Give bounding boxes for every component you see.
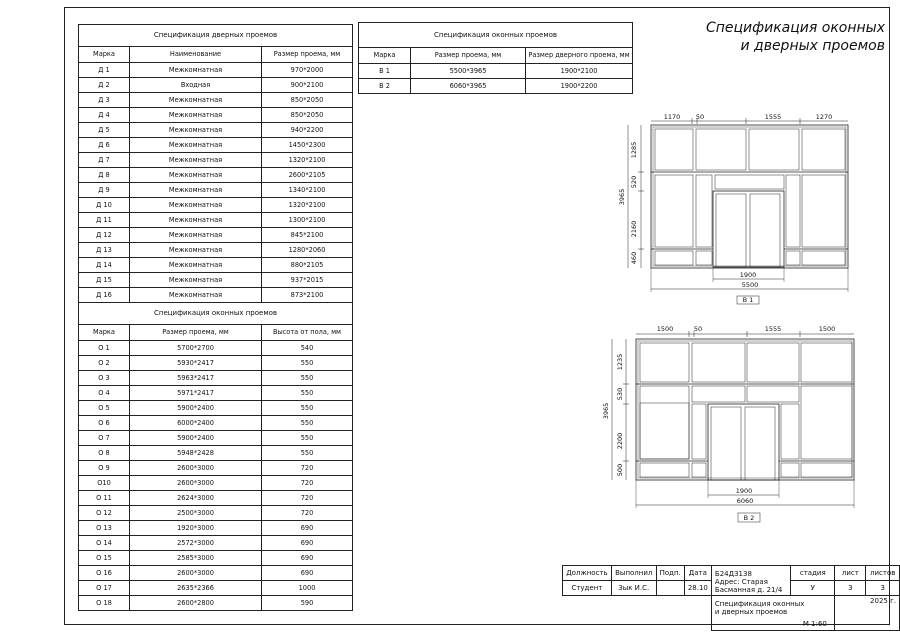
window-cell: 720 bbox=[262, 476, 353, 491]
v2-door-width: 1900 bbox=[735, 487, 753, 495]
v2-top-dim-3: 1555 bbox=[764, 325, 782, 333]
stamp-sheets: 3 bbox=[866, 581, 900, 596]
door-cell: 900*2100 bbox=[262, 78, 353, 93]
stamp-stage-label: стадия bbox=[791, 566, 835, 581]
title-block bbox=[562, 565, 900, 631]
window-cell: 2572*3000 bbox=[130, 536, 262, 551]
window-cell: О 8 bbox=[79, 446, 130, 461]
stamp-author: Зык И.С. bbox=[611, 581, 656, 596]
vitrage-header-size: Размер проема, мм bbox=[411, 48, 526, 64]
door-cell: 970*2000 bbox=[262, 63, 353, 78]
vitrage-v2-labels bbox=[602, 325, 835, 522]
door-cell: Д 13 bbox=[79, 243, 130, 258]
door-cell: Межкомнатная bbox=[130, 63, 262, 78]
window-cell: 2624*3000 bbox=[130, 491, 262, 506]
stamp-doc-title bbox=[711, 596, 834, 631]
door-cell: 1300*2100 bbox=[262, 213, 353, 228]
window-cell: 550 bbox=[262, 356, 353, 371]
door-cell: Д 2 bbox=[79, 78, 130, 93]
window-cell: О 18 bbox=[79, 596, 130, 611]
vitrage-table-caption: Спецификация оконных проемов bbox=[359, 23, 633, 48]
door-cell: Д 12 bbox=[79, 228, 130, 243]
v2-overall-width: 6060 bbox=[736, 497, 754, 505]
door-cell: 880*2105 bbox=[262, 258, 353, 273]
door-cell: Д 1 bbox=[79, 63, 130, 78]
door-cell: 1320*2100 bbox=[262, 198, 353, 213]
stamp-address-line1: Адрес: Старая bbox=[714, 577, 768, 586]
v2-label: В 2 bbox=[743, 514, 755, 522]
window-cell: 550 bbox=[262, 386, 353, 401]
v2-left-dim-4: 500 bbox=[616, 463, 624, 477]
stamp-sign-label: Подп. bbox=[656, 566, 684, 581]
window-cell: 2600*3000 bbox=[130, 461, 262, 476]
window-cell: О 11 bbox=[79, 491, 130, 506]
door-cell: Входная bbox=[130, 78, 262, 93]
door-cell: Межкомнатная bbox=[130, 123, 262, 138]
window-cell: О10 bbox=[79, 476, 130, 491]
door-cell: Межкомнатная bbox=[130, 108, 262, 123]
stamp-position: Студент bbox=[563, 581, 612, 596]
vitrage-v2-drawing bbox=[612, 331, 854, 522]
window-cell: 550 bbox=[262, 446, 353, 461]
window-cell: 590 bbox=[262, 596, 353, 611]
window-cell: 5900*2400 bbox=[130, 401, 262, 416]
window-table-caption: Спецификация оконных проемов bbox=[79, 303, 353, 325]
door-cell: 850*2050 bbox=[262, 93, 353, 108]
window-cell: 2600*3000 bbox=[130, 476, 262, 491]
window-cell: 2635*2366 bbox=[130, 581, 262, 596]
window-cell: 2600*2800 bbox=[130, 596, 262, 611]
door-cell: Межкомнатная bbox=[130, 183, 262, 198]
window-cell: 690 bbox=[262, 521, 353, 536]
vitrage-cell: В 2 bbox=[359, 79, 411, 94]
v1-label: В 1 bbox=[742, 296, 754, 304]
v1-overall-width: 5500 bbox=[741, 281, 759, 289]
window-cell: О 9 bbox=[79, 461, 130, 476]
vitrage-cell: 5500*3965 bbox=[411, 64, 526, 79]
window-cell: О 17 bbox=[79, 581, 130, 596]
door-cell: 845*2100 bbox=[262, 228, 353, 243]
door-cell: Межкомнатная bbox=[130, 288, 262, 303]
v2-overall-height: 3965 bbox=[602, 402, 610, 420]
stamp-empty-area bbox=[563, 596, 712, 631]
window-cell: О 7 bbox=[79, 431, 130, 446]
vitrage-header-door-size: Размер дверного проема, мм bbox=[526, 48, 633, 64]
stamp-code: Б24ДЗ138 bbox=[714, 569, 752, 578]
window-cell: О 16 bbox=[79, 566, 130, 581]
stamp-scale: М 1:60 bbox=[802, 620, 827, 628]
v2-left-dim-2: 530 bbox=[616, 387, 624, 401]
v2-left-dim-3: 2200 bbox=[616, 432, 624, 450]
stamp-role-position-label: Должность bbox=[563, 566, 612, 581]
v1-top-dim-3: 1555 bbox=[764, 113, 782, 121]
v1-overall-height: 3965 bbox=[618, 188, 626, 206]
window-cell: О 15 bbox=[79, 551, 130, 566]
door-cell: Межкомнатная bbox=[130, 198, 262, 213]
door-cell: Д 9 bbox=[79, 183, 130, 198]
v1-door-width: 1900 bbox=[739, 271, 757, 279]
stamp-sheet-label: лист bbox=[835, 566, 866, 581]
v1-left-dim-4: 460 bbox=[630, 251, 638, 265]
door-header-mark: Марка bbox=[79, 47, 130, 63]
v1-top-dim-4: 1270 bbox=[815, 113, 833, 121]
v1-left-dim-3: 2160 bbox=[630, 220, 638, 238]
window-cell: 5971*2417 bbox=[130, 386, 262, 401]
vitrage-cell: 6060*3965 bbox=[411, 79, 526, 94]
vitrage-cell: 1900*2100 bbox=[526, 64, 633, 79]
sheet-title-line1: Спецификация оконных bbox=[705, 20, 885, 36]
vitrage-cell: 1900*2200 bbox=[526, 79, 633, 94]
door-cell: Межкомнатная bbox=[130, 168, 262, 183]
door-cell: 1320*2100 bbox=[262, 153, 353, 168]
stamp-signature bbox=[656, 581, 684, 596]
door-cell: Межкомнатная bbox=[130, 138, 262, 153]
window-cell: 6000*2400 bbox=[130, 416, 262, 431]
window-header-cell: Высота от пола, мм bbox=[262, 325, 353, 341]
door-cell: 1280*2060 bbox=[262, 243, 353, 258]
v2-top-dim-4: 1500 bbox=[818, 325, 836, 333]
window-cell: 5930*2417 bbox=[130, 356, 262, 371]
door-cell: 1450*2300 bbox=[262, 138, 353, 153]
window-cell: 690 bbox=[262, 551, 353, 566]
v1-top-dim-1: 1170 bbox=[663, 113, 681, 121]
window-cell: О 14 bbox=[79, 536, 130, 551]
stamp-date: 28.10 bbox=[684, 581, 711, 596]
door-cell: Межкомнатная bbox=[130, 153, 262, 168]
window-cell: О 13 bbox=[79, 521, 130, 536]
window-cell: 550 bbox=[262, 371, 353, 386]
window-cell: 720 bbox=[262, 506, 353, 521]
window-cell: О 1 bbox=[79, 341, 130, 356]
v2-top-dim-1: 1500 bbox=[656, 325, 674, 333]
window-cell: 5963*2417 bbox=[130, 371, 262, 386]
door-cell: Межкомнатная bbox=[130, 93, 262, 108]
window-cell: 550 bbox=[262, 431, 353, 446]
vitrage-cell: В 1 bbox=[359, 64, 411, 79]
vitrage-v1-drawing bbox=[628, 118, 848, 304]
window-cell: О 2 bbox=[79, 356, 130, 371]
stamp-code-address bbox=[711, 566, 790, 596]
door-cell: Д 8 bbox=[79, 168, 130, 183]
door-cell: 940*2200 bbox=[262, 123, 353, 138]
door-cell: Д 7 bbox=[79, 153, 130, 168]
window-header-cell: Марка bbox=[79, 325, 130, 341]
door-header-size: Размер проема, мм bbox=[262, 47, 353, 63]
window-cell: 690 bbox=[262, 566, 353, 581]
window-cell: О 6 bbox=[79, 416, 130, 431]
window-cell: 5900*2400 bbox=[130, 431, 262, 446]
door-cell: Межкомнатная bbox=[130, 273, 262, 288]
door-cell: 937*2015 bbox=[262, 273, 353, 288]
window-cell: 1920*3000 bbox=[130, 521, 262, 536]
door-cell: Д 6 bbox=[79, 138, 130, 153]
window-cell: О 5 bbox=[79, 401, 130, 416]
stamp-sheet: 3 bbox=[835, 581, 866, 596]
vitrage-header-mark: Марка bbox=[359, 48, 411, 64]
door-header-name: Наименование bbox=[130, 47, 262, 63]
window-cell: 5700*2700 bbox=[130, 341, 262, 356]
door-cell: 850*2050 bbox=[262, 108, 353, 123]
door-cell: Д 3 bbox=[79, 93, 130, 108]
door-cell: Межкомнатная bbox=[130, 243, 262, 258]
v2-top-dim-2: 50 bbox=[693, 325, 703, 333]
stamp-address-line2: Басманная д. 21/4 bbox=[714, 585, 783, 594]
sheet-title-line2: и дверных проемов bbox=[740, 38, 885, 54]
window-cell: 2500*3000 bbox=[130, 506, 262, 521]
door-cell: Межкомнатная bbox=[130, 258, 262, 273]
window-cell: 1000 bbox=[262, 581, 353, 596]
window-cell: 690 bbox=[262, 536, 353, 551]
v1-left-dim-2: 520 bbox=[630, 175, 638, 189]
v1-top-dim-2: 50 bbox=[695, 113, 705, 121]
door-cell: Д 10 bbox=[79, 198, 130, 213]
door-cell: 2600*2105 bbox=[262, 168, 353, 183]
stamp-doc-title-line2: и дверных проемов bbox=[714, 608, 788, 616]
window-cell: 550 bbox=[262, 401, 353, 416]
window-cell: 2600*3000 bbox=[130, 566, 262, 581]
door-cell: Д 4 bbox=[79, 108, 130, 123]
stamp-date-label: Дата bbox=[684, 566, 711, 581]
window-cell: О 3 bbox=[79, 371, 130, 386]
window-cell: 2585*3000 bbox=[130, 551, 262, 566]
v1-left-dim-1: 1285 bbox=[630, 141, 638, 159]
door-cell: Д 11 bbox=[79, 213, 130, 228]
window-cell: 540 bbox=[262, 341, 353, 356]
door-cell: Межкомнатная bbox=[130, 213, 262, 228]
stamp-year: 2025 г. bbox=[835, 596, 900, 631]
window-cell: 5948*2428 bbox=[130, 446, 262, 461]
window-header-cell: Размер проема, мм bbox=[130, 325, 262, 341]
v2-left-dim-1: 1235 bbox=[616, 353, 624, 371]
door-cell: Д 5 bbox=[79, 123, 130, 138]
stamp-role-author-label: Выполнил bbox=[611, 566, 656, 581]
door-table-caption: Спецификация дверных проемов bbox=[79, 25, 353, 47]
window-cell: 550 bbox=[262, 416, 353, 431]
door-cell: Д 14 bbox=[79, 258, 130, 273]
window-cell: 720 bbox=[262, 461, 353, 476]
stamp-doc-title-line1: Спецификация оконных bbox=[714, 600, 805, 608]
stamp-stage: У bbox=[791, 581, 835, 596]
door-cell: 1340*2100 bbox=[262, 183, 353, 198]
door-cell: Д 16 bbox=[79, 288, 130, 303]
window-cell: О 12 bbox=[79, 506, 130, 521]
door-cell: 873*2100 bbox=[262, 288, 353, 303]
window-cell: О 4 bbox=[79, 386, 130, 401]
window-cell: 720 bbox=[262, 491, 353, 506]
door-cell: Межкомнатная bbox=[130, 228, 262, 243]
door-cell: Д 15 bbox=[79, 273, 130, 288]
stamp-sheets-label: листов bbox=[866, 566, 900, 581]
